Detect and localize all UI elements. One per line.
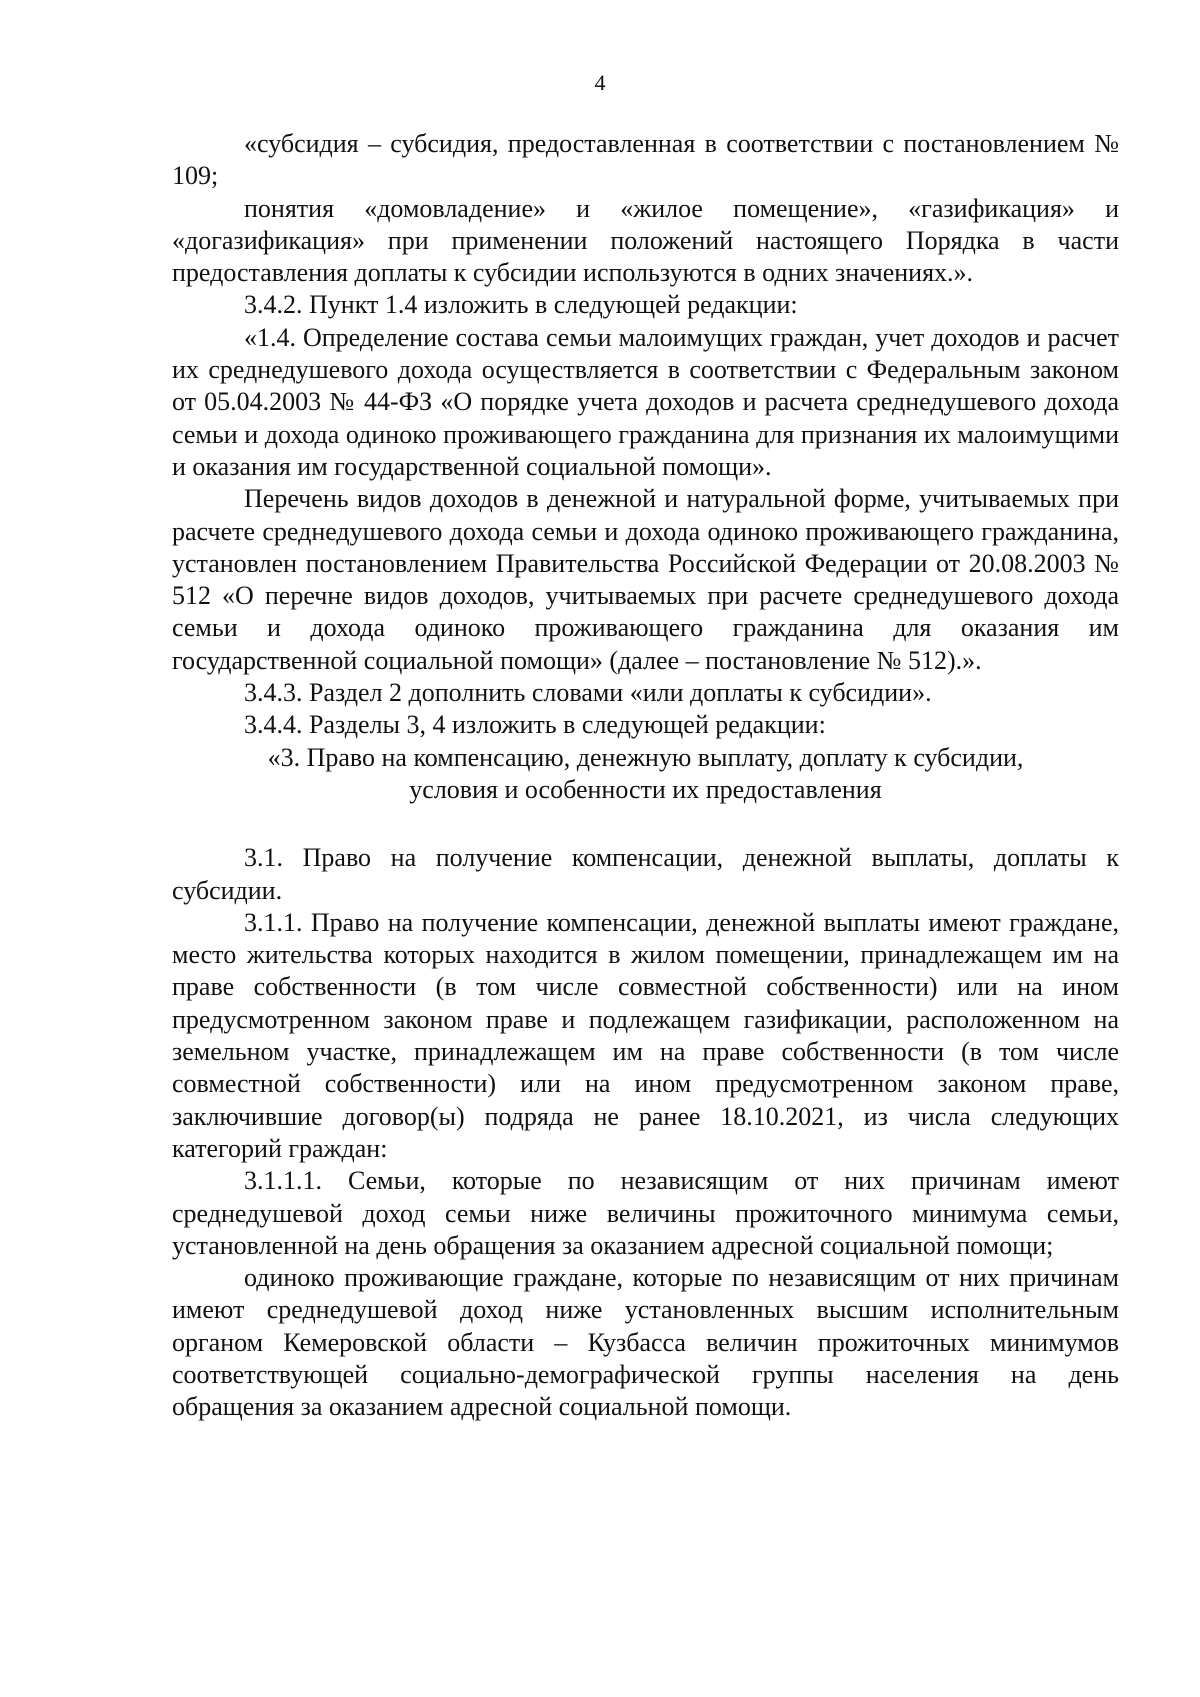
section-heading-line-1: «3. Право на компенсацию, денежную выплату, доплату к субсидии, — [267, 742, 1024, 772]
paragraph-3-1: 3.1. Право на получение компенсации, денежной выплаты, доплаты к субсидии. — [172, 843, 1119, 905]
paragraph-subsidy-definition: «субсидия – субсидия, предоставленная в соответствии с постановлением № 109; — [172, 129, 1119, 191]
paragraph-3-1-1-1: 3.1.1.1. Семьи, которые по независящим от них причинам имеют среднедушевой доход семьи ниже величины прожиточного минимума семьи, установленной на день обращения за оказанием адресной социальной помощи; — [172, 1166, 1119, 1260]
document-body — [172, 128, 1119, 1424]
paragraph-concepts: понятия «домовладение» и «жилое помещение», «газификация» и «догазификация» при применении положений настоящего Порядка в части предоставления доплаты к субсидии используются в одних значениях.». — [172, 193, 1119, 288]
paragraph-1-4: «1.4. Определение состава семьи малоимущих граждан, учет доходов и расчет их среднедушевого дохода осуществляется в соответствии с Федеральным законом от 05.04.2003 № 44-ФЗ «О порядке учета доходов и расчета среднедушевого дохода семьи и дохода одиноко проживающего гражданина для признания их малоимущими и оказания им государственной социальной помощи». — [172, 322, 1119, 481]
section-heading-line-2: условия и особенности их предоставления — [409, 774, 882, 804]
paragraph-3-4-2: 3.4.2. Пункт 1.4 изложить в следующей редакции: — [244, 290, 798, 320]
paragraph-3-4-3: 3.4.3. Раздел 2 дополнить словами «или доплаты к субсидии». — [244, 678, 932, 708]
page-number: 4 — [594, 70, 606, 95]
paragraph-3-4-4: 3.4.4. Разделы 3, 4 изложить в следующей редакции: — [244, 710, 826, 740]
paragraph-income-list: Перечень видов доходов в денежной и натуральной форме, учитываемых при расчете среднедушевого дохода семьи и дохода одиноко проживающего гражданина, установлен постановлением Правительства Российской Федерации от 20.08.2003 № 512 «О перечне видов доходов, учитываемых при расчете среднедушевого дохода семьи и дохода одиноко проживающего гражданина для оказания им государственной социальной помощи» (далее – постановление № 512).». — [172, 484, 1119, 675]
paragraph-single-citizens: одиноко проживающие граждане, которые по независящим от них причинам имеют среднедушевой доход ниже установленных высшим исполнительным органом Кемеровской области – Кузбасса величин прожиточных минимумов соответствующей социально-демографической группы населения на день обращения за оказанием адресной социальной помощи. — [172, 1263, 1119, 1422]
heading-spacer — [172, 806, 1119, 842]
paragraph-3-1-1: 3.1.1. Право на получение компенсации, денежной выплаты имеют граждане, место жительства которых находится в жилом помещении, принадлежащем им на праве собственности (в том числе совместной собственности) или на ином предусмотренном законом праве и подлежащем газификации, расположенном на земельном участке, принадлежащем им на праве собственности (в том числе совместной собственности) или на ином предусмотренном законом праве, заключившие договор(ы) подряда не ранее 18.10.2021, из числа следующих категорий граждан: — [172, 907, 1119, 1163]
